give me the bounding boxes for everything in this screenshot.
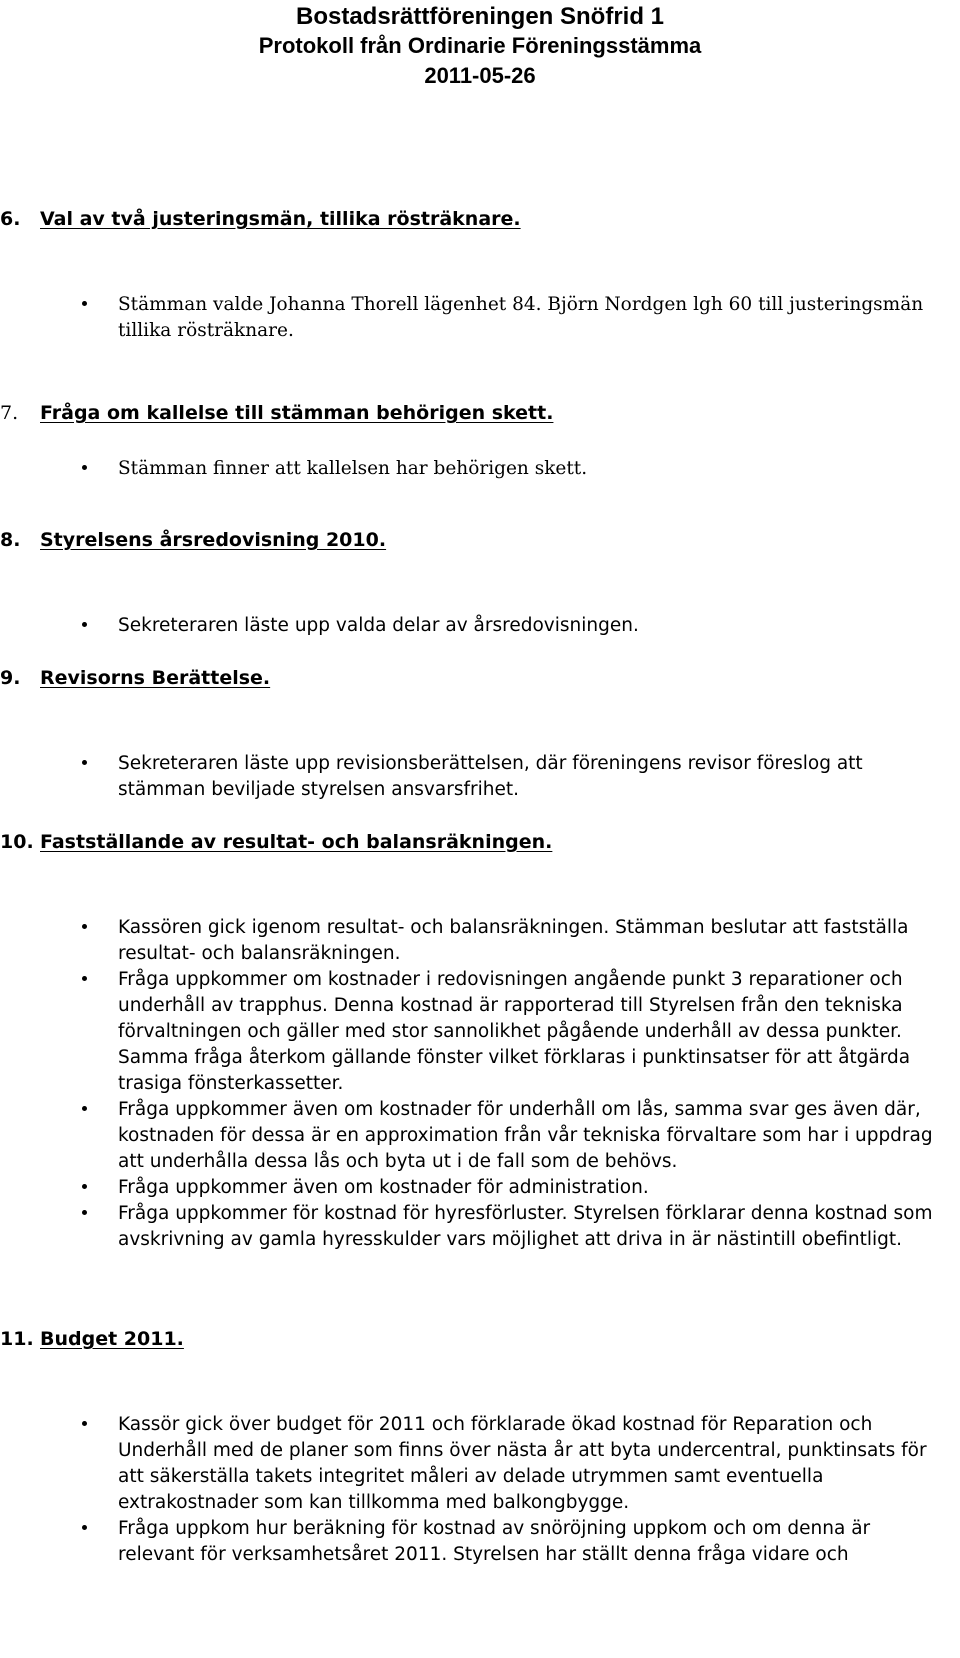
section-title: Budget 2011. bbox=[40, 1328, 184, 1350]
section-8-heading bbox=[0, 527, 386, 553]
section-11-heading bbox=[0, 1326, 184, 1352]
section-title: Revisorns Berättelse. bbox=[40, 667, 271, 689]
section-number: 6. bbox=[0, 208, 21, 230]
list-item-text: Fråga uppkom hur beräkning för kostnad av snöröjning uppkom och om denna är relevant för verksamhetsåret 2011. Styrelsen har ställt denna fråga vidare och bbox=[118, 1518, 871, 1565]
list-item bbox=[80, 1175, 940, 1201]
section-title: Fastställande av resultat- och balansräkningen. bbox=[40, 831, 553, 853]
section-9-heading bbox=[0, 665, 270, 691]
list-item-text: Fråga uppkommer om kostnader i redovisningen angående punkt 3 reparationer och underhåll av trapphus. Denna kostnad är rapporterad till Styrelsen från den tekniska förvaltningen och gäller med stor sannolikhet pågående underhåll av dessa punkter. Samma fråga återkom gällande fönster vilket förklaras i punktinsatser för att åtgärda trasiga fönsterkassetter. bbox=[118, 969, 911, 1094]
list-item bbox=[80, 967, 940, 1097]
section-title: Fråga om kallelse till stämman behörigen skett. bbox=[40, 402, 554, 424]
list-item bbox=[80, 1516, 940, 1568]
list-item bbox=[80, 613, 940, 639]
section-number: 9. bbox=[0, 667, 21, 689]
section-number: 11. bbox=[0, 1328, 34, 1350]
list-item bbox=[80, 1201, 940, 1253]
list-item bbox=[80, 456, 940, 482]
list-item-text: Sekreteraren läste upp revisionsberättelsen, där föreningens revisor föreslog att stämman beviljade styrelsen ansvarsfrihet. bbox=[118, 753, 863, 800]
list-item bbox=[80, 751, 940, 803]
section-number: 7. bbox=[0, 402, 19, 424]
section-10-heading bbox=[0, 829, 552, 855]
section-7-heading bbox=[0, 400, 553, 426]
list-item bbox=[80, 1412, 940, 1516]
association-name: Bostadsrättföreningen Snöfrid 1 bbox=[295, 3, 665, 30]
list-item-text: Fråga uppkommer även om kostnader för underhåll om lås, samma svar ges även där, kostnaden för dessa är en approximation från vår tekniska förvaltare som har i uppdrag att underhålla dessa lås och byta ut i de fall som de behövs. bbox=[118, 1099, 933, 1172]
list-item-text: Stämman finner att kallelsen har behörigen skett. bbox=[118, 458, 588, 479]
meeting-date: 2011-05-26 bbox=[424, 63, 536, 88]
section-title: Styrelsens årsredovisning 2010. bbox=[40, 529, 387, 551]
list-item bbox=[80, 1097, 940, 1175]
list-item bbox=[80, 292, 940, 344]
section-number: 10. bbox=[0, 831, 34, 853]
list-item-text: Fråga uppkommer även om kostnader för administration. bbox=[118, 1177, 649, 1198]
list-item-text: Kassören gick igenom resultat- och balansräkningen. Stämman beslutar att fastställa resultat- och balansräkningen. bbox=[118, 917, 909, 964]
document-title: Protokoll från Ordinarie Föreningsstämma bbox=[258, 33, 702, 58]
list-item-text: Stämman valde Johanna Thorell lägenhet 84. Björn Nordgen lgh 60 till justeringsmän tillika rösträknare. bbox=[118, 294, 924, 341]
list-item-text: Fråga uppkommer för kostnad för hyresförluster. Styrelsen förklarar denna kostnad som avskrivning av gamla hyresskulder vars möjlighet att driva in är nästintill obefintligt. bbox=[118, 1203, 933, 1250]
section-number: 8. bbox=[0, 529, 21, 551]
section-6-heading bbox=[0, 206, 521, 232]
list-item bbox=[80, 915, 940, 967]
list-item-text: Kassör gick över budget för 2011 och förklarade ökad kostnad för Reparation och Underhåll med de planer som finns över nästa år att byta undercentral, punktinsats för att säkerställa takets integritet måleri av delade utrymmen samt eventuella extrakostnader som kan tillkomma med balkongbygge. bbox=[118, 1414, 927, 1513]
list-item-text: Sekreteraren läste upp valda delar av årsredovisningen. bbox=[118, 615, 639, 636]
section-title: Val av två justeringsmän, tillika rösträknare. bbox=[40, 208, 521, 230]
